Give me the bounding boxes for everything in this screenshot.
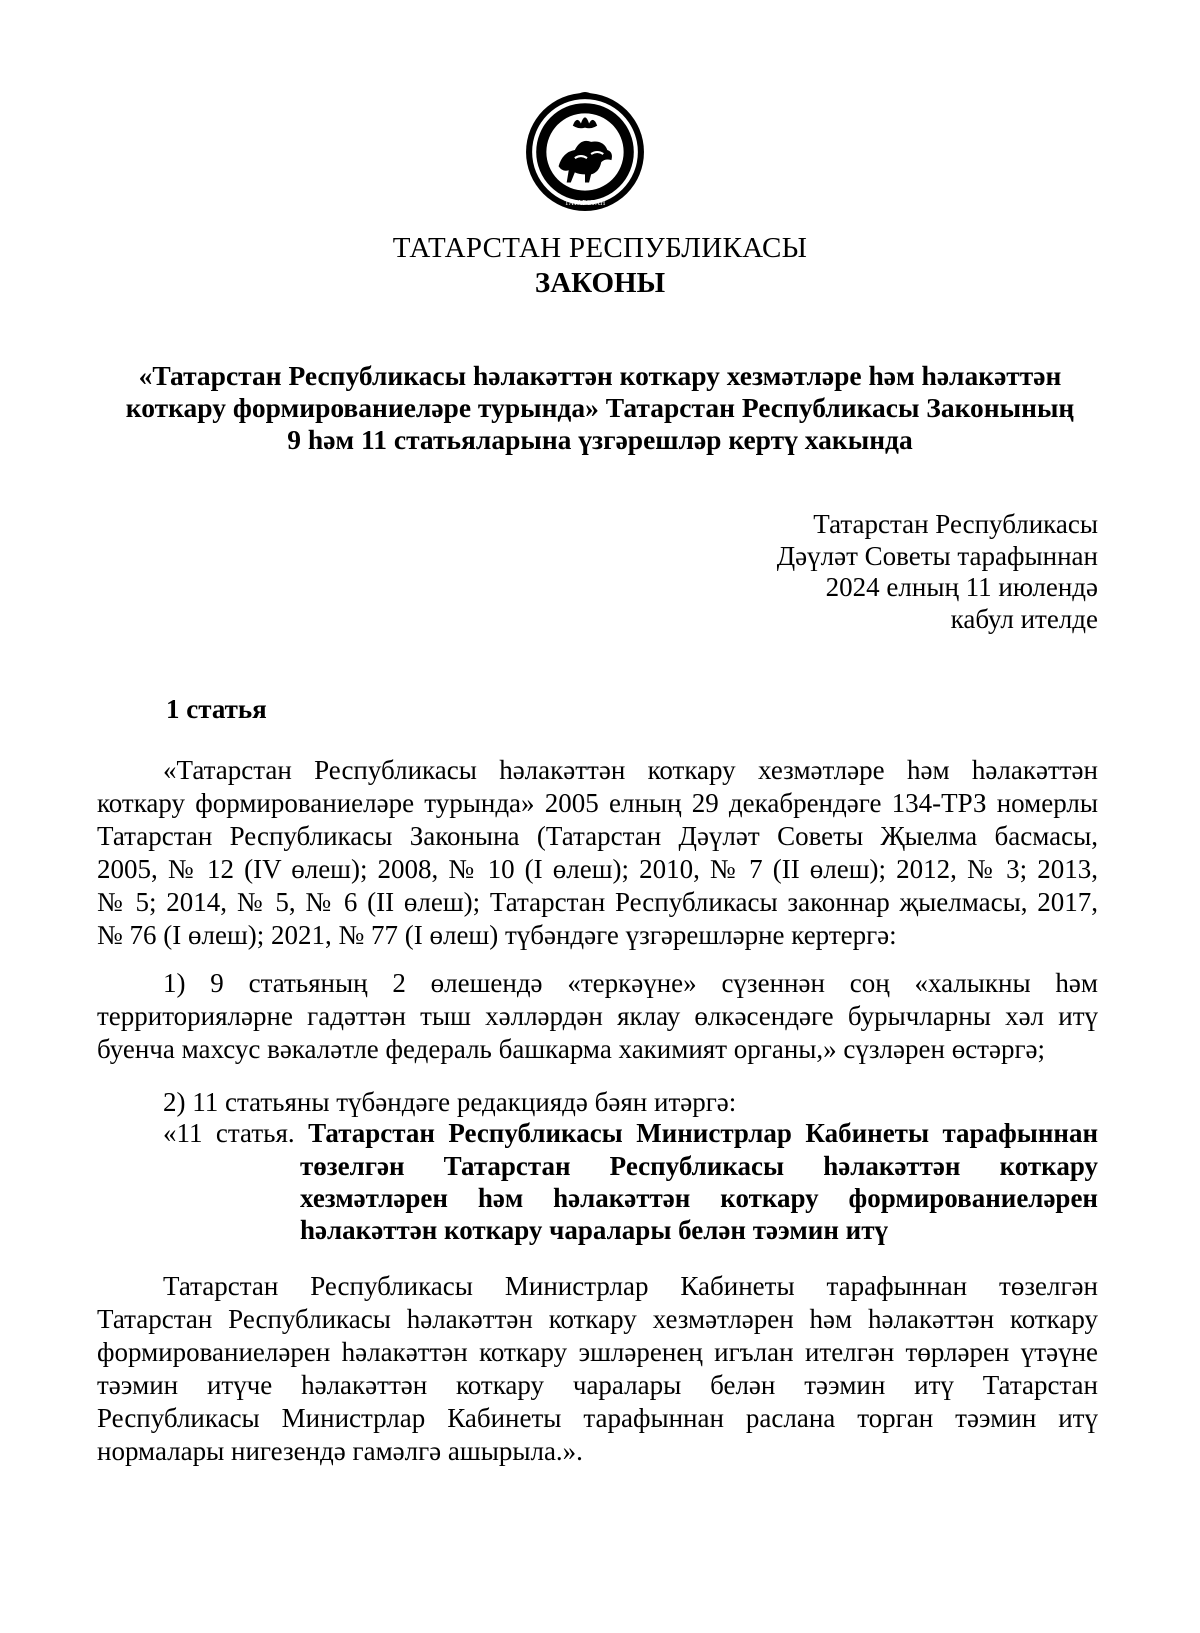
header-law: ЗАКОНЫ bbox=[534, 267, 666, 299]
adoption-note bbox=[598, 509, 1098, 635]
law-title-line: «Татарстан Республикасы һәлакәттән коткару хезмәтләре һәм һәлакәттән bbox=[138, 360, 1062, 391]
text-line: 2005, № 12 (IV өлеш); 2008, № 10 (I өлеш); 2010, № 7 (II өлеш); 2012, № 3; 2013, bbox=[97, 854, 1098, 884]
law-title bbox=[100, 360, 1100, 456]
text-line: 1) 9 статьяның 2 өлешендә «теркәүне» сүзеннән соң «халыкны һәм bbox=[163, 968, 1098, 998]
article-11-body bbox=[97, 1270, 1098, 1468]
header-state: ТАТАРСТАН РЕСПУБЛИКАСЫ bbox=[392, 232, 808, 264]
amendment-item-1 bbox=[97, 967, 1098, 1066]
text-line: № 76 (I өлеш); 2021, № 77 (I өлеш) түбәндәге үзгәрешләрне кертергә: bbox=[97, 920, 897, 950]
text-line: «Татарстан Республикасы һәлакәттән коткару хезмәтләре һәм һәлакәттән bbox=[163, 755, 1098, 785]
emblem-ring-text: ТАТАРСТАН bbox=[564, 198, 606, 207]
article-11-heading bbox=[163, 1117, 1098, 1246]
article-11-prefix: «11 статья. bbox=[163, 1118, 309, 1148]
article-11-title-line: хезмәтләрен һәм һәлакәттән коткару формированиеләрен bbox=[300, 1183, 1098, 1213]
article-11-lead-line bbox=[163, 1117, 1098, 1150]
law-title-line: коткару формированиеләре турында» Татарстан Республикасы Законының bbox=[125, 392, 1075, 423]
text-line: нормалары нигезендә гамәлгә ашырыла.». bbox=[97, 1436, 583, 1466]
article-heading: 1 статья bbox=[166, 694, 267, 724]
text-line: Татарстан Республикасы Законына (Татарстан Дәүләт Советы Җыелма басмасы, bbox=[97, 821, 1098, 851]
text-line: Татарстан Республикасы Министрлар Кабинеты тарафыннан төзелгән bbox=[163, 1271, 1098, 1301]
emblem-graphic bbox=[524, 91, 646, 213]
article-11-title-line: Татарстан Республикасы Министрлар Кабинеты тарафыннан bbox=[308, 1118, 1099, 1148]
article-11-title-line: һәлакәттән коткару чаралары белән тәэмин итү bbox=[300, 1215, 888, 1245]
article-11-title-line: төзелгән Татарстан Республикасы һәлакәттән коткару bbox=[300, 1151, 1098, 1181]
adoption-line: 2024 елның 11 июлендә bbox=[825, 572, 1098, 602]
tatarstan-coat-of-arms-icon bbox=[524, 91, 646, 213]
adoption-line: кабул ителде bbox=[950, 603, 1098, 634]
text-line: территорияләрне гадәттән тыш хәлләрдән яклау өлкәсендәге бурычларны хәл итү bbox=[97, 1001, 1098, 1031]
text-line: 2) 11 статьяны түбәндәге редакциядә бәян итәргә: bbox=[163, 1087, 737, 1117]
law-title-line: 9 һәм 11 статьяларына үзгәрешләр кертү хакында bbox=[287, 424, 913, 455]
text-line: № 5; 2014, № 5, № 6 (II өлеш); Татарстан Республикасы законнар җыелмасы, 2017, bbox=[97, 887, 1098, 917]
text-line: формированиеләрен һәлакәттән коткару эшләренең игълан ителгән төрләрен үтәүне bbox=[97, 1337, 1098, 1367]
text-line: буенча махсус вәкаләтле федераль башкарма хакимият органы,» сүзләрен өстәргә; bbox=[97, 1034, 1046, 1064]
text-line: тәэмин итүче һәлакәттән коткару чаралары белән тәэмин итү Татарстан bbox=[97, 1370, 1098, 1400]
text-line: Республикасы Министрлар Кабинеты тарафыннан раслана торган тәэмин итү bbox=[97, 1403, 1098, 1433]
text-line: коткару формированиеләре турында» 2005 елның 29 декабрендәге 134-ТРЗ номерлы bbox=[97, 788, 1098, 818]
amendment-item-2 bbox=[97, 1086, 1098, 1119]
adoption-line: Дәүләт Советы тарафыннан bbox=[776, 540, 1098, 571]
article-intro bbox=[97, 754, 1098, 952]
text-line: Татарстан Республикасы һәлакәттән коткару хезмәтләрен һәм һәлакәттән коткару bbox=[97, 1304, 1098, 1334]
adoption-line: Татарстан Республикасы bbox=[813, 509, 1098, 539]
